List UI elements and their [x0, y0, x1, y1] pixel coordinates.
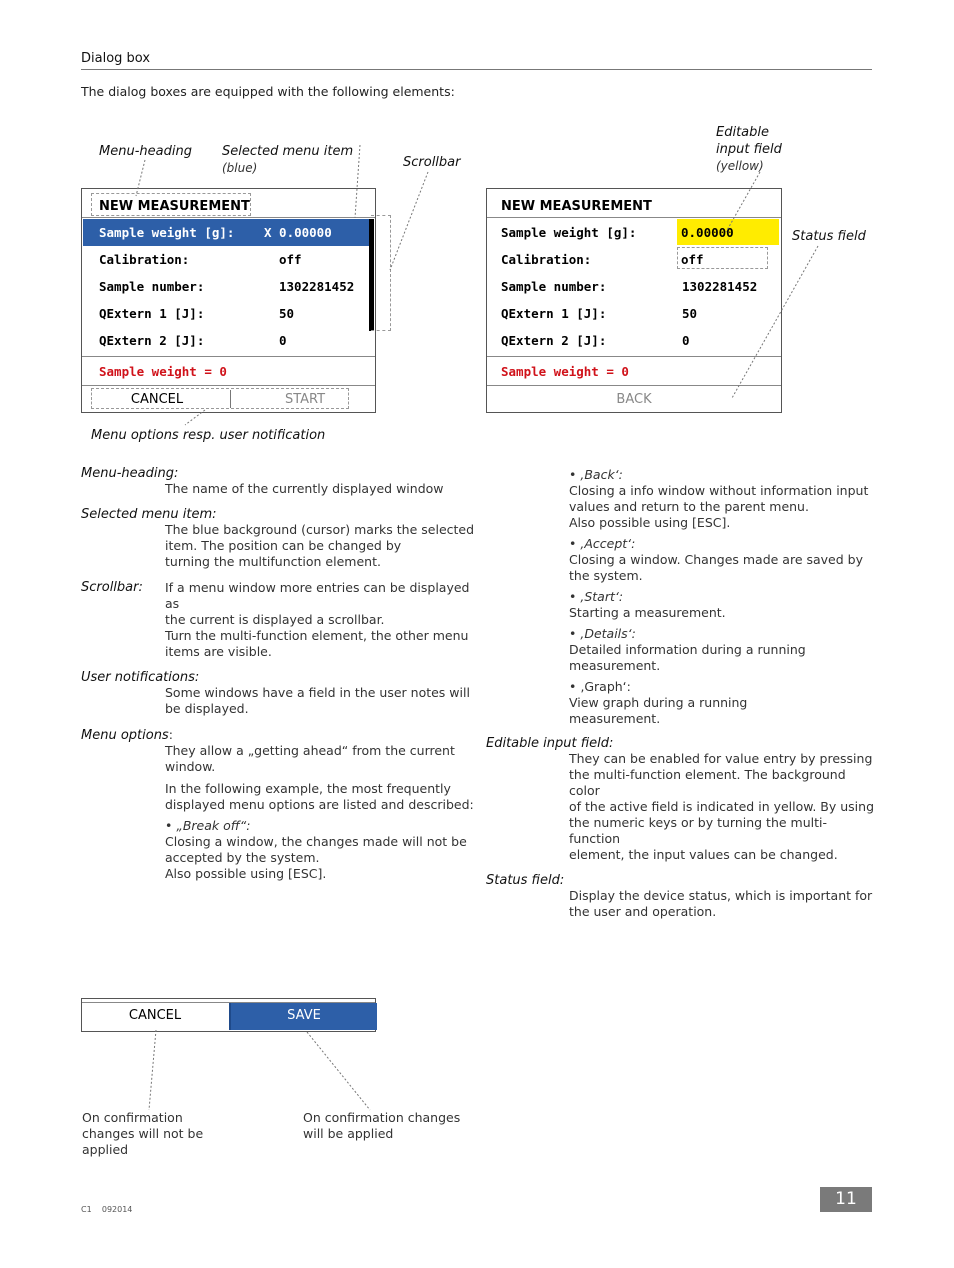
def-line: Closing a window, the changes made will not be	[165, 834, 467, 849]
cancel-button[interactable]: CANCEL	[130, 392, 184, 407]
divider	[82, 356, 375, 357]
note-line: On confirmation changes	[303, 1110, 461, 1125]
def-user-notifications	[165, 685, 481, 717]
def-line: be displayed.	[165, 701, 249, 716]
def-editable-input	[569, 751, 876, 863]
def-line: measurement.	[569, 711, 661, 726]
def-line: If a menu window more entries can be displayed as	[165, 580, 470, 611]
option-break-off: • „Break off“:	[165, 818, 251, 833]
def-line: element, the input values can be changed.	[569, 847, 838, 862]
divider	[487, 356, 781, 357]
def-scrollbar	[165, 580, 481, 660]
menu-row-qextern-2[interactable]	[82, 327, 375, 354]
def-status-field	[569, 888, 876, 920]
def-line: The blue background (cursor) marks the selected	[165, 522, 475, 537]
row-label: QExtern 1 [J]:	[501, 306, 607, 321]
confirm-no-note	[82, 1110, 203, 1158]
def-line: Some windows have a field in the user notes will	[165, 685, 470, 700]
term-user-notifications: User notifications:	[81, 670, 200, 685]
def-line: of the active field is indicated in yellow. By using	[569, 799, 874, 814]
note-line: applied	[82, 1142, 129, 1157]
row-value: off	[681, 252, 704, 267]
callout-menu-options: Menu options resp. user notification	[91, 428, 326, 443]
option-term: ‚Start‘:	[580, 589, 624, 604]
menu-heading-highlight	[91, 193, 251, 216]
term-menu-heading: Menu-heading:	[81, 466, 179, 481]
dialog-new-measurement-2	[486, 188, 782, 413]
status-row	[487, 358, 781, 385]
divider	[82, 217, 375, 218]
term-selected-item: Selected menu item:	[81, 507, 217, 522]
row-label: Sample weight [g]:	[501, 225, 637, 240]
note-line: changes will not be	[82, 1126, 204, 1141]
leader-confirm-yes	[307, 1032, 370, 1110]
callout-selected-item-text: Selected menu item	[222, 144, 354, 159]
scrollbar-entry	[81, 580, 481, 660]
def-line: Closing a window. Changes made are saved by	[569, 552, 863, 567]
def-selected-item	[165, 522, 481, 570]
save-button[interactable]: SAVE	[287, 1008, 321, 1023]
button-separator	[230, 390, 231, 408]
note-line: On confirmation	[82, 1110, 183, 1125]
row-label: Sample number:	[501, 279, 607, 294]
option-term: ‚Back‘:	[580, 467, 623, 482]
editable-value[interactable]: 0.00000	[681, 225, 734, 240]
def-line: measurement.	[569, 658, 661, 673]
option-term: ‚Accept‘:	[580, 536, 636, 551]
dialog-new-measurement-1	[81, 188, 376, 413]
row-value: 50	[279, 306, 295, 321]
def-line: the numeric keys or by turning the multi-function	[569, 815, 828, 846]
header-rule	[81, 69, 872, 70]
def-line: the multi-function element. The background color	[569, 767, 846, 798]
def-line: Detailed information during a running	[569, 642, 806, 657]
divider	[82, 385, 375, 386]
def-line: Starting a measurement.	[569, 605, 726, 620]
row-value: X 0.00000	[264, 225, 332, 240]
callout-menu-heading: Menu-heading	[99, 144, 192, 159]
callout-status-field: Status field	[792, 229, 866, 244]
menu-row-qextern-1[interactable]	[487, 300, 781, 327]
term-scrollbar: Scrollbar:	[81, 580, 143, 595]
row-label: Calibration:	[501, 252, 592, 267]
term-colon: :	[168, 727, 173, 742]
callout-scrollbar: Scrollbar	[403, 155, 461, 170]
callout-editable-line1: Editable	[716, 125, 770, 140]
dialog-title-row	[487, 193, 781, 220]
option-term: ‚Details‘:	[580, 626, 636, 641]
def-line: They can be enabled for value entry by pressing	[569, 751, 873, 766]
dialog-button-bar	[81, 998, 376, 1032]
divider	[487, 217, 781, 218]
row-value: 0	[682, 333, 690, 348]
menu-row-sample-weight	[487, 219, 781, 246]
row-value: 1302281452	[279, 279, 355, 294]
footer-code: C1 092014	[81, 1205, 133, 1214]
dialog-title: NEW MEASUREMENT	[99, 199, 250, 214]
row-label: QExtern 2 [J]:	[501, 333, 607, 348]
menu-row-sample-weight[interactable]	[83, 219, 369, 246]
def-line: They allow a „getting ahead“ from the current	[165, 743, 455, 758]
row-label: Sample weight [g]:	[99, 225, 235, 240]
right-terms	[486, 736, 876, 920]
left-definitions	[81, 466, 481, 882]
status-text: Sample weight = 0	[501, 364, 629, 379]
option-term: „Break off“:	[176, 818, 251, 833]
option-accept: • ‚Accept‘:	[569, 536, 636, 551]
option-details: • ‚Details‘:	[569, 626, 636, 641]
menu-row-sample-number[interactable]	[82, 273, 375, 300]
confirm-yes-note	[303, 1110, 460, 1142]
cancel-button[interactable]: CANCEL	[128, 1008, 182, 1023]
row-value: off	[279, 252, 302, 267]
start-button[interactable]: START	[284, 392, 326, 407]
right-definitions	[569, 467, 869, 727]
menu-row-qextern-1[interactable]	[82, 300, 375, 327]
row-label: QExtern 2 [J]:	[99, 333, 205, 348]
menu-row-calibration[interactable]	[82, 246, 375, 273]
section-heading: Dialog box	[81, 51, 151, 66]
def-line: accepted by the system.	[165, 850, 320, 865]
def-line: Turn the multi-function element, the other menu	[165, 628, 469, 643]
callout-selected-item	[222, 143, 353, 177]
row-value: 0	[279, 333, 287, 348]
row-value: 1302281452	[682, 279, 758, 294]
callout-editable-sub: (yellow)	[716, 159, 764, 173]
option-graph: • ‚Graph‘:	[569, 679, 631, 694]
def-menu-options	[165, 743, 481, 882]
menu-row-sample-number[interactable]	[487, 273, 781, 300]
option-start: • ‚Start‘:	[569, 589, 624, 604]
row-label: Calibration:	[99, 252, 190, 267]
def-line: View graph during a running	[569, 695, 748, 710]
row-label: Sample number:	[99, 279, 205, 294]
divider	[487, 385, 781, 386]
def-line: Also possible using [ESC].	[165, 866, 327, 881]
back-button[interactable]: BACK	[616, 392, 652, 407]
def-menu-heading: The name of the currently displayed window	[165, 481, 444, 496]
term-editable-input: Editable input field:	[486, 736, 614, 751]
def-line: the user and operation.	[569, 904, 717, 919]
term-status-field: Status field:	[486, 873, 565, 888]
def-line: displayed menu options are listed and described:	[165, 797, 474, 812]
callout-editable-line2: input field	[716, 142, 782, 157]
def-line: Also possible using [ESC].	[569, 515, 731, 530]
status-text: Sample weight = 0	[99, 364, 227, 379]
leader-scrollbar	[390, 172, 428, 270]
row-label: QExtern 1 [J]:	[99, 306, 205, 321]
def-line: In the following example, the most frequently	[165, 781, 451, 796]
term-menu-options: Menu options	[81, 728, 169, 743]
menu-row-qextern-2[interactable]	[487, 327, 781, 354]
callout-editable	[716, 124, 782, 175]
row-value: 50	[682, 306, 698, 321]
def-line: item. The position can be changed by	[165, 538, 402, 553]
page-number: 11	[820, 1187, 872, 1212]
dialog-title: NEW MEASUREMENT	[501, 199, 652, 214]
option-back: • ‚Back‘:	[569, 467, 623, 482]
def-line: Display the device status, which is important for	[569, 888, 873, 903]
leader-confirm-no	[149, 1030, 156, 1110]
callout-selected-item-sub: (blue)	[222, 161, 258, 175]
status-row	[82, 358, 375, 385]
field-highlight	[677, 247, 768, 269]
def-line: the current is displayed a scrollbar.	[165, 612, 385, 627]
option-term: ‚Graph‘:	[580, 679, 631, 694]
note-line: will be applied	[303, 1126, 394, 1141]
def-line: turning the multifunction element.	[165, 554, 381, 569]
def-line: items are visible.	[165, 644, 272, 659]
menu-options-entry	[81, 727, 481, 743]
def-line: window.	[165, 759, 216, 774]
intro-text: The dialog boxes are equipped with the following elements:	[81, 84, 455, 99]
save-button-selected[interactable]	[229, 1003, 377, 1030]
def-line: values and return to the parent menu.	[569, 499, 809, 514]
scrollbar-highlight	[371, 215, 391, 331]
def-line: Closing a info window without information input	[569, 483, 869, 498]
def-line: the system.	[569, 568, 643, 583]
